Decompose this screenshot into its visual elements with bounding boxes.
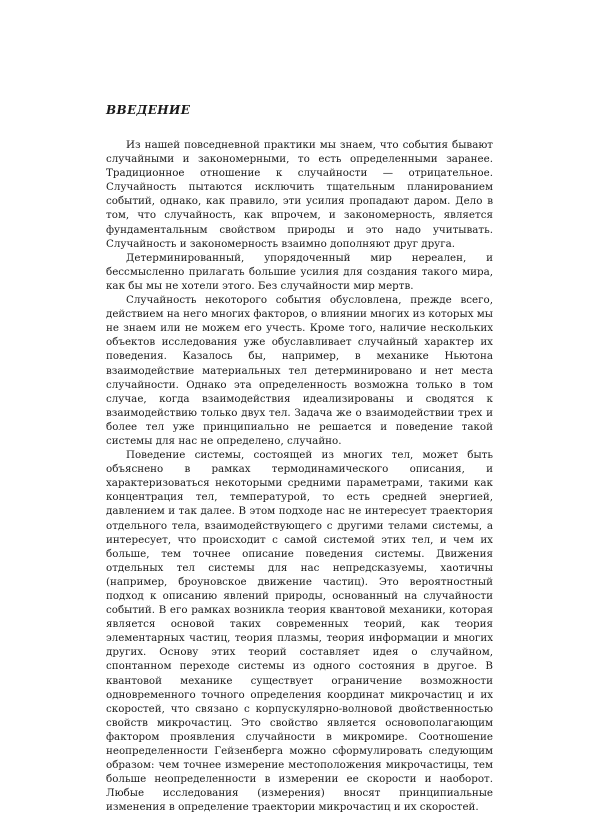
paragraph-4: Поведение системы, состоящей из многих тел, может быть объяснено в рамках термодинамического описания, и характеризоваться некоторыми средними параметрами, такими как концентрация тел, температурой, то есть средней энергией, давлением и так далее. В этом подходе нас не интересует траектория отдельного тела, взаимодействующего с другими телами системы, а интересует, что происходит с самой системой этих тел, и чем их больше, тем точнее описание поведения системы. Движения отдельных тел системы для нас непредсказуемы, хаотичны (например, броуновское движение частиц). Это вероятностный подход к описанию явлений природы, основанный на случайности событий. В его рамках возникла теория квантовой механики, которая является основой таких современных теорий, как теория элементарных частиц, теория плазмы, теория информации и многих других. Основу этих теорий составляет идея о случайном, спонтанном переходе системы из одного состояния в другое. В квантовой механике существует ограничение возможности одновременного точного определения координат микрочастиц и их скоростей, что связано с корпускулярно-волновой двойственностью свойств микрочастиц. Это свойство является основополагающим фактором проявления случайности в микромире. Соотношение неопределенности Гейзенберга можно сформулировать следующим образом: чем точнее измерение местоположения микрочастицы, тем больше неопределенности в измерении ее скорости и наоборот. Любые исследования (измерения) вносят принципиальные изменения в определение траектории микрочастиц и их скоростей. bbox=[106, 449, 493, 814]
section-heading: ВВЕДЕНИЕ bbox=[106, 103, 191, 117]
paragraph-1: Из нашей повседневной практики мы знаем, что события бывают случайными и закономерными, то есть определенными заранее. Традиционное отношение к случайности — отрицательное. Случайность пытаются исключить тщательным планированием событий, однако, как правило, эти усилия пропадают даром. Дело в том, что случайность, как впрочем, и закономерность, является фундаментальным свойством природы и это надо учитывать. Случайность и закономерность взаимно дополняют друг друга. bbox=[106, 139, 493, 250]
page-body bbox=[106, 103, 493, 815]
paragraph-3: Случайность некоторого события обусловлена, прежде всего, действием на него многих факторов, о влиянии многих из которых мы не знаем или не можем его учесть. Кроме того, наличие нескольких объектов исследования уже обуславливает случайный характер их поведения. Казалось бы, например, в механике Ньютона взаимодействие материальных тел детерминировано и нет места случайности. Однако эта определенность возможна только в том случае, когда взаимодействия идеализированы и сводятся к взаимодействию только двух тел. Задача же о взаимодействии трех и более тел уже принципиально не решается и поведение такой системы для нас не определено, случайно. bbox=[106, 294, 493, 447]
paragraph-2: Детерминированный, упорядоченный мир нереален, и бессмысленно прилагать большие усилия для создания такого мира, как бы мы не хотели этого. Без случайности мир мертв. bbox=[106, 251, 493, 292]
